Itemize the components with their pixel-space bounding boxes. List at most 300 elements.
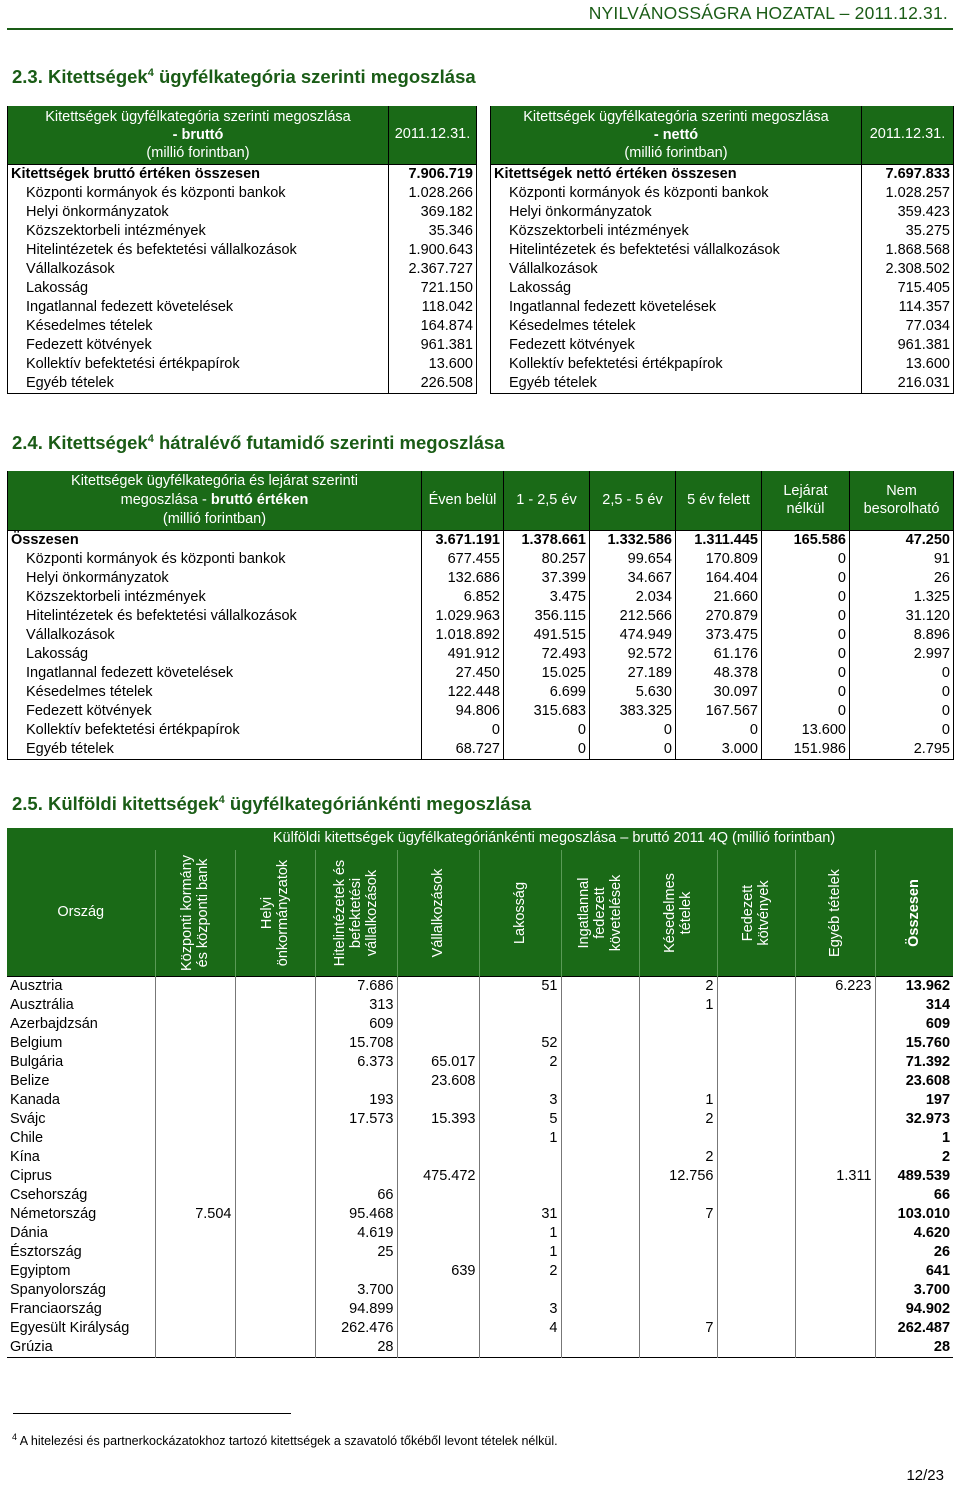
footnote-mark: 4: [12, 1432, 18, 1442]
value-cell: 52: [479, 1034, 561, 1053]
value-cell: [397, 976, 479, 996]
value-cell: 32.973: [875, 1110, 953, 1129]
table-row: [8, 588, 954, 607]
row-value: 1.018.892: [422, 626, 504, 645]
footnote-ref: 4: [218, 793, 225, 806]
table-row: [7, 1281, 953, 1300]
section-title-text: 2.3. Kitettségek: [12, 66, 148, 87]
value-cell: [639, 1034, 717, 1053]
section-title-2-4: [12, 432, 504, 454]
value-cell: 6.373: [315, 1053, 397, 1072]
rotated-wrap: [156, 852, 235, 974]
country-cell: Dánia: [10, 1224, 48, 1241]
value-cell: [235, 1338, 315, 1358]
net-exposure-table: [490, 106, 954, 394]
row-value: 0: [762, 550, 850, 569]
value-cell: [235, 1319, 315, 1338]
foreign-column-header: [235, 850, 315, 976]
value-cell: [717, 1129, 795, 1148]
value-cell: [235, 1129, 315, 1148]
value-cell: [397, 1224, 479, 1243]
value-cell: [639, 1129, 717, 1148]
value-cell: [717, 1186, 795, 1205]
row-value: 26: [850, 569, 954, 588]
value-cell: 31: [479, 1205, 561, 1224]
row-value: 0: [762, 607, 850, 626]
value-cell: 7: [639, 1319, 717, 1338]
country-cell: Észtország: [10, 1243, 82, 1260]
value-cell: [561, 1338, 639, 1358]
row-value: 356.115: [504, 607, 590, 626]
table-row: [7, 1110, 953, 1129]
value-cell: [235, 976, 315, 996]
rotated-label: Helyi önkormányzatok: [259, 859, 291, 966]
value-cell: [235, 1205, 315, 1224]
table-row: [8, 222, 477, 241]
section-title-text: 2.5. Külföldi kitettségek: [12, 793, 219, 814]
row-value: 164.404: [676, 569, 762, 588]
value-cell: [795, 1300, 875, 1319]
row-value: 715.405: [862, 279, 954, 298]
row-value: 0: [590, 740, 676, 760]
foreign-column-header: [875, 850, 953, 976]
country-cell: Ciprus: [10, 1167, 52, 1184]
value-cell: [397, 1015, 479, 1034]
date-header: 2011.12.31.: [389, 106, 477, 164]
row-label: Lakosság: [8, 279, 389, 298]
section-title-text: hátralévő futamidő szerinti megoszlása: [153, 432, 505, 453]
row-value: 721.150: [389, 279, 477, 298]
row-value: 94.806: [422, 702, 504, 721]
table-row: [7, 1224, 953, 1243]
header-line: - bruttó: [172, 126, 224, 143]
value-cell: 475.472: [397, 1167, 479, 1186]
row-label: Hitelintézetek és befektetési vállalkozások: [8, 607, 422, 626]
value-cell: [155, 1148, 235, 1167]
value-cell: [155, 1224, 235, 1243]
country-cell: Chile: [10, 1129, 44, 1146]
table-row: [8, 664, 954, 683]
value-cell: 65.017: [397, 1053, 479, 1072]
value-cell: [639, 1015, 717, 1034]
row-value: 170.809: [676, 550, 762, 569]
foreign-top-header: Külföldi kitettségek ügyfélkategóriánkénti megoszlása – bruttó 2011 4Q (millió forintban): [272, 830, 836, 847]
value-cell: [717, 1338, 795, 1358]
value-cell: 262.476: [315, 1319, 397, 1338]
value-cell: [155, 976, 235, 996]
table-row: [8, 645, 954, 664]
value-cell: [717, 1148, 795, 1167]
table-row: [8, 260, 477, 279]
value-cell: [717, 1015, 795, 1034]
value-cell: 2: [639, 1148, 717, 1167]
row-label: Lakosság: [491, 279, 862, 298]
row-label: Kollektív befektetési értékpapírok: [8, 721, 422, 740]
row-label: Egyéb tételek: [8, 374, 389, 394]
row-value: 48.378: [676, 664, 762, 683]
row-value: 15.025: [504, 664, 590, 683]
footnote-ref: 4: [147, 432, 154, 445]
row-value: 13.600: [762, 721, 850, 740]
value-cell: [561, 1300, 639, 1319]
value-cell: [717, 1034, 795, 1053]
row-value: 491.515: [504, 626, 590, 645]
value-cell: [717, 1110, 795, 1129]
maturity-column-header: 1 - 2,5 év: [504, 471, 590, 531]
row-value: 1.028.266: [389, 184, 477, 203]
value-cell: 4.619: [315, 1224, 397, 1243]
value-cell: [795, 1205, 875, 1224]
row-value: 1.900.643: [389, 241, 477, 260]
row-value: 1.029.963: [422, 607, 504, 626]
rotated-wrap: [876, 852, 954, 974]
row-label: Közszektorbeli intézmények: [8, 222, 389, 241]
value-cell: 641: [875, 1262, 953, 1281]
header-text: bruttó értéken: [210, 492, 309, 508]
row-value: 677.455: [422, 550, 504, 569]
header-line: Kitettségek ügyfélkategória szerinti megoszlása: [523, 108, 829, 125]
rotated-label: Központi kormány és központi bank: [179, 854, 211, 971]
table-row: [8, 279, 477, 298]
total-value: 1.311.445: [676, 531, 762, 551]
row-label: Helyi önkormányzatok: [491, 203, 862, 222]
row-value: 0: [762, 569, 850, 588]
row-value: 0: [590, 721, 676, 740]
rotated-label: Ingatlannal fedezett követelések: [576, 874, 624, 952]
section-title-2-5: [12, 793, 531, 815]
value-cell: [479, 1186, 561, 1205]
value-cell: [155, 1072, 235, 1091]
table-row: [491, 260, 954, 279]
value-cell: [235, 1186, 315, 1205]
value-cell: [155, 1034, 235, 1053]
row-value: 68.727: [422, 740, 504, 760]
row-value: 13.600: [862, 355, 954, 374]
value-cell: 2: [639, 976, 717, 996]
value-cell: [479, 1338, 561, 1358]
header-line: Kitettségek ügyfélkategória szerinti megoszlása: [45, 108, 351, 125]
rotated-wrap: [236, 852, 315, 974]
table-row: [491, 374, 954, 394]
value-cell: 28: [315, 1338, 397, 1358]
table-row: [7, 1053, 953, 1072]
value-cell: [397, 1281, 479, 1300]
value-cell: [795, 1072, 875, 1091]
value-cell: [479, 1148, 561, 1167]
total-value: 47.250: [850, 531, 954, 551]
value-cell: [795, 1319, 875, 1338]
table-row: [7, 1091, 953, 1110]
rotated-wrap: [316, 852, 397, 974]
row-value: 961.381: [862, 336, 954, 355]
value-cell: [235, 1034, 315, 1053]
value-cell: 4.620: [875, 1224, 953, 1243]
value-cell: 609: [315, 1015, 397, 1034]
value-cell: 2: [875, 1148, 953, 1167]
country-cell: Kína: [10, 1148, 40, 1165]
country-cell: Belgium: [10, 1034, 63, 1051]
value-cell: [561, 1281, 639, 1300]
row-value: 13.600: [389, 355, 477, 374]
value-cell: 7.504: [155, 1205, 235, 1224]
country-cell: Spanyolország: [10, 1281, 106, 1298]
rotated-label: Hitelintézetek és befektetési vállalkozások: [332, 859, 380, 966]
row-label: Vállalkozások: [8, 260, 389, 279]
gross-exposure-table: [7, 106, 477, 394]
row-label: Kollektív befektetési értékpapírok: [8, 355, 389, 374]
row-value: 383.325: [590, 702, 676, 721]
foreign-column-header: [639, 850, 717, 976]
row-value: 8.896: [850, 626, 954, 645]
row-value: 0: [850, 683, 954, 702]
value-cell: [235, 1281, 315, 1300]
table-row: [7, 1034, 953, 1053]
value-cell: 71.392: [875, 1053, 953, 1072]
value-cell: [235, 1110, 315, 1129]
value-cell: [235, 1015, 315, 1034]
table-row: [491, 203, 954, 222]
value-cell: [155, 996, 235, 1015]
value-cell: [479, 1167, 561, 1186]
table-row: [8, 721, 954, 740]
foreign-column-header: [155, 850, 235, 976]
row-value: 122.448: [422, 683, 504, 702]
value-cell: [795, 1262, 875, 1281]
value-cell: [397, 1148, 479, 1167]
value-cell: [795, 996, 875, 1015]
value-cell: 66: [875, 1186, 953, 1205]
table-header-row: [8, 106, 477, 164]
value-cell: 51: [479, 976, 561, 996]
row-value: 0: [762, 664, 850, 683]
table-row: [491, 279, 954, 298]
value-cell: 3: [479, 1300, 561, 1319]
section-title-text: ügyfélkategória szerinti megoszlása: [153, 66, 476, 87]
total-value: 165.586: [762, 531, 850, 551]
row-value: 21.660: [676, 588, 762, 607]
row-label: Késedelmes tételek: [491, 317, 862, 336]
row-value: 1.028.257: [862, 184, 954, 203]
value-cell: [235, 1262, 315, 1281]
row-value: 0: [762, 683, 850, 702]
table-row: [8, 626, 954, 645]
value-cell: [639, 1243, 717, 1262]
value-cell: [235, 1243, 315, 1262]
row-value: 3.000: [676, 740, 762, 760]
country-cell: Azerbajdzsán: [10, 1015, 98, 1032]
row-value: 61.176: [676, 645, 762, 664]
rotated-label: Egyéb tételek: [827, 868, 843, 957]
table-row: [8, 355, 477, 374]
footnote-ref: 4: [147, 66, 154, 79]
value-cell: 94.902: [875, 1300, 953, 1319]
table-row: [7, 1319, 953, 1338]
rotated-wrap: [640, 852, 717, 974]
row-value: 3.475: [504, 588, 590, 607]
value-cell: [717, 1281, 795, 1300]
row-label: Helyi önkormányzatok: [8, 569, 422, 588]
row-value: 91: [850, 550, 954, 569]
row-value: 151.986: [762, 740, 850, 760]
header-rule: [7, 28, 953, 30]
row-value: 31.120: [850, 607, 954, 626]
row-value: 6.852: [422, 588, 504, 607]
value-cell: [561, 1205, 639, 1224]
table-row: [8, 336, 477, 355]
value-cell: [561, 1110, 639, 1129]
value-cell: [397, 996, 479, 1015]
value-cell: 15.760: [875, 1034, 953, 1053]
row-value: 34.667: [590, 569, 676, 588]
row-value: 132.686: [422, 569, 504, 588]
value-cell: 66: [315, 1186, 397, 1205]
value-cell: [717, 1072, 795, 1091]
row-value: 118.042: [389, 298, 477, 317]
table-row: [7, 1167, 953, 1186]
value-cell: [561, 996, 639, 1015]
value-cell: [315, 1262, 397, 1281]
value-cell: [155, 1262, 235, 1281]
total-value: 3.671.191: [422, 531, 504, 551]
header-line: (millió forintban): [624, 144, 728, 161]
table-row: [8, 740, 954, 760]
value-cell: [235, 996, 315, 1015]
value-cell: [315, 1167, 397, 1186]
value-cell: [795, 1110, 875, 1129]
value-cell: [155, 1300, 235, 1319]
value-cell: 6.223: [795, 976, 875, 996]
row-value: 0: [850, 721, 954, 740]
row-value: 0: [504, 740, 590, 760]
row-value: 2.367.727: [389, 260, 477, 279]
value-cell: 314: [875, 996, 953, 1015]
foreign-exposure-table: [7, 828, 953, 1358]
country-cell: Franciaország: [10, 1300, 102, 1317]
value-cell: [639, 1338, 717, 1358]
header-line: (millió forintban): [146, 144, 250, 161]
total-row: [8, 164, 477, 184]
row-value: 99.654: [590, 550, 676, 569]
value-cell: [155, 1091, 235, 1110]
row-value: 2.997: [850, 645, 954, 664]
table-row: [7, 1243, 953, 1262]
table-row: [8, 184, 477, 203]
country-cell: Egyiptom: [10, 1262, 71, 1279]
value-cell: [639, 1072, 717, 1091]
rotated-label: Késedelmes tételek: [662, 872, 694, 953]
table-row: [7, 1205, 953, 1224]
rotated-label: Vállalkozások: [430, 868, 446, 958]
value-cell: 262.487: [875, 1319, 953, 1338]
value-cell: [397, 1300, 479, 1319]
total-value: 7.906.719: [389, 164, 477, 184]
table-row: [7, 996, 953, 1015]
value-cell: [155, 1243, 235, 1262]
table-header-row: [8, 471, 954, 531]
value-cell: [397, 1129, 479, 1148]
rotated-label: Fedezett kötvények: [740, 880, 772, 946]
value-cell: [795, 1129, 875, 1148]
foreign-column-header: [561, 850, 639, 976]
value-cell: [397, 1205, 479, 1224]
row-label: Lakosság: [8, 645, 422, 664]
table-row: [7, 1300, 953, 1319]
footnote-rule: [13, 1413, 291, 1414]
table-row: [491, 241, 954, 260]
value-cell: [561, 1091, 639, 1110]
value-cell: 2: [479, 1053, 561, 1072]
row-label: Késedelmes tételek: [8, 317, 389, 336]
country-cell: Bulgária: [10, 1053, 64, 1070]
table-row: [8, 607, 954, 626]
value-cell: [397, 1319, 479, 1338]
row-value: 30.097: [676, 683, 762, 702]
value-cell: [397, 1338, 479, 1358]
value-cell: [561, 1224, 639, 1243]
section-title-text: ügyfélkategóriánkénti megoszlása: [224, 793, 532, 814]
value-cell: 1: [479, 1243, 561, 1262]
rotated-wrap: [480, 852, 561, 974]
row-label: Egyéb tételek: [491, 374, 862, 394]
value-cell: [479, 1015, 561, 1034]
value-cell: [479, 996, 561, 1015]
value-cell: 193: [315, 1091, 397, 1110]
table-row: [8, 203, 477, 222]
value-cell: [795, 1224, 875, 1243]
header-text: megoszlása -: [120, 492, 211, 508]
value-cell: [561, 1072, 639, 1091]
row-label: Fedezett kötvények: [491, 336, 862, 355]
row-label: Késedelmes tételek: [8, 683, 422, 702]
value-cell: 1: [479, 1129, 561, 1148]
value-cell: [717, 1262, 795, 1281]
country-cell: Németország: [10, 1205, 97, 1222]
value-cell: [795, 1186, 875, 1205]
value-cell: 2: [639, 1110, 717, 1129]
table-row: [7, 1129, 953, 1148]
value-cell: 26: [875, 1243, 953, 1262]
row-label: Fedezett kötvények: [8, 336, 389, 355]
row-label: Központi kormányok és központi bankok: [8, 550, 422, 569]
value-cell: [235, 1053, 315, 1072]
total-label: Kitettségek bruttó értéken összesen: [8, 164, 389, 184]
row-value: 0: [504, 721, 590, 740]
rotated-label: Összesen: [906, 878, 923, 947]
value-cell: 15.708: [315, 1034, 397, 1053]
value-cell: [717, 976, 795, 996]
row-value: 77.034: [862, 317, 954, 336]
table-row: [7, 1148, 953, 1167]
value-cell: 95.468: [315, 1205, 397, 1224]
row-value: 961.381: [389, 336, 477, 355]
maturity-column-header: 5 év felett: [676, 471, 762, 531]
row-value: 37.399: [504, 569, 590, 588]
country-cell: Grúzia: [10, 1338, 53, 1355]
table-row: [8, 374, 477, 394]
rotated-wrap: [718, 852, 795, 974]
row-value: 92.572: [590, 645, 676, 664]
row-label: Ingatlannal fedezett követelések: [491, 298, 862, 317]
table-row: [8, 702, 954, 721]
table-row: [8, 569, 954, 588]
table-row: [491, 184, 954, 203]
row-value: 212.566: [590, 607, 676, 626]
footnote-text: A hitelezési és partnerkockázatokhoz tartozó kitettségek a szavatoló tőkéből levont tételek nélkül.: [17, 1434, 558, 1449]
value-cell: [235, 1224, 315, 1243]
value-cell: [479, 1072, 561, 1091]
value-cell: [639, 1262, 717, 1281]
row-value: 0: [422, 721, 504, 740]
